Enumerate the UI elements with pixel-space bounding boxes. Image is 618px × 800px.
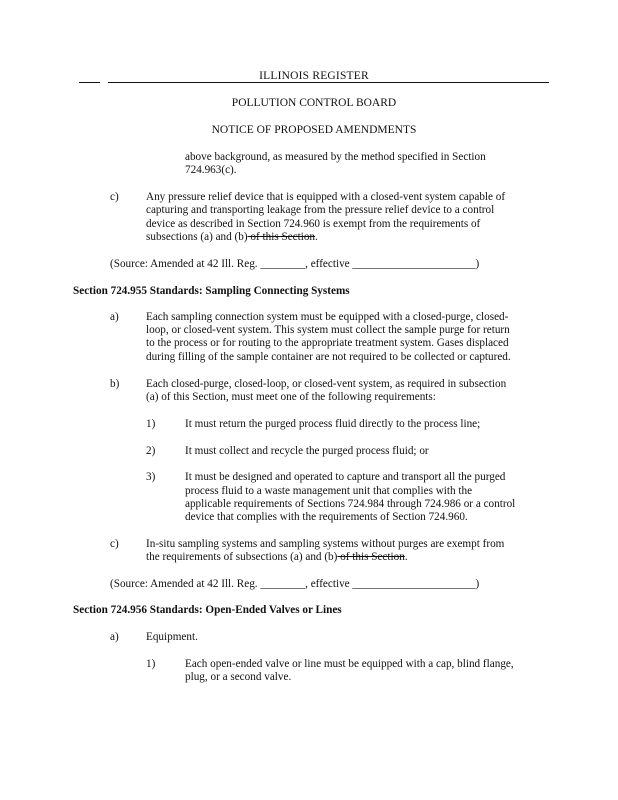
- item-label: 3): [146, 471, 156, 483]
- cont-line: above background, as measured by the method specified in Section: [185, 151, 486, 163]
- sub-c-line: subsections (a) and (b) of this Section.: [146, 231, 318, 243]
- sub-c-line: capturing and transporting leakage from the pressure relief device to a control: [146, 204, 495, 216]
- sub-c-line: Any pressure relief device that is equipped with a closed-vent system capable of: [146, 191, 506, 203]
- item-label: 1): [146, 658, 156, 670]
- header-notice: NOTICE OF PROPOSED AMENDMENTS: [211, 124, 417, 136]
- sub-c-label: c): [110, 191, 119, 203]
- sec955-a-line: to the process or for routing to the appropriate treatment system. Gases displaced: [146, 337, 509, 349]
- item-line: It must return the purged process fluid directly to the process line;: [185, 418, 481, 430]
- header-rule: [79, 82, 549, 83]
- struck-text: of this Section: [337, 551, 405, 563]
- header-board: POLLUTION CONTROL BOARD: [231, 97, 397, 109]
- sec955-c-line: the requirements of subsections (a) and (b) of this Section.: [146, 551, 408, 563]
- struck-text: of this Section: [247, 231, 316, 243]
- source-note: (Source: Amended at 42 Ill. Reg. ________, effective ______________________): [110, 258, 480, 270]
- item-label: 1): [146, 418, 156, 430]
- section-heading: Section 724.956 Standards: Open-Ended Valves or Lines: [73, 604, 342, 616]
- sec955-b-label: b): [110, 378, 120, 390]
- sec955-a-label: a): [110, 311, 119, 323]
- sub-c-line: device as described in Section 724.960 is exempt from the requirements of: [146, 218, 481, 230]
- item-line: It must collect and recycle the purged process fluid; or: [185, 445, 429, 457]
- cont-line: 724.963(c).: [185, 164, 237, 176]
- item-label: 2): [146, 445, 156, 457]
- header-title: ILLINOIS REGISTER: [79, 70, 549, 82]
- item-line: applicable requirements of Sections 724.984 through 724.986 or a control: [185, 498, 516, 510]
- sec955-a-line: loop, or closed-vent system. This system must collect the sample purge for return: [146, 324, 510, 336]
- section-heading: Section 724.955 Standards: Sampling Connecting Systems: [73, 285, 350, 297]
- source-note: (Source: Amended at 42 Ill. Reg. ________, effective ______________________): [110, 578, 480, 590]
- item-line: It must be designed and operated to capture and transport all the purged: [185, 471, 506, 483]
- sec955-b-line: Each closed-purge, closed-loop, or closed-vent system, as required in subsection: [146, 378, 507, 390]
- sec955-a-line: during filling of the sample container are not required to be collected or captured.: [146, 351, 511, 363]
- item-line: plug, or a second valve.: [185, 671, 292, 683]
- sec955-c-line: In-situ sampling systems and sampling systems without purges are exempt from: [146, 538, 505, 550]
- sec955-c-label: c): [110, 538, 119, 550]
- sec956-a-text: Equipment.: [146, 631, 198, 643]
- sec955-b-line: (a) of this Section, must meet one of the following requirements:: [146, 391, 436, 403]
- item-line: Each open-ended valve or line must be equipped with a cap, blind flange,: [185, 658, 514, 670]
- sec956-a-label: a): [110, 631, 119, 643]
- item-line: process fluid to a waste management unit that complies with the: [185, 485, 473, 497]
- sec955-a-line: Each sampling connection system must be equipped with a closed-purge, closed-: [146, 311, 509, 323]
- item-line: device that complies with the requirements of Section 724.960.: [185, 511, 468, 523]
